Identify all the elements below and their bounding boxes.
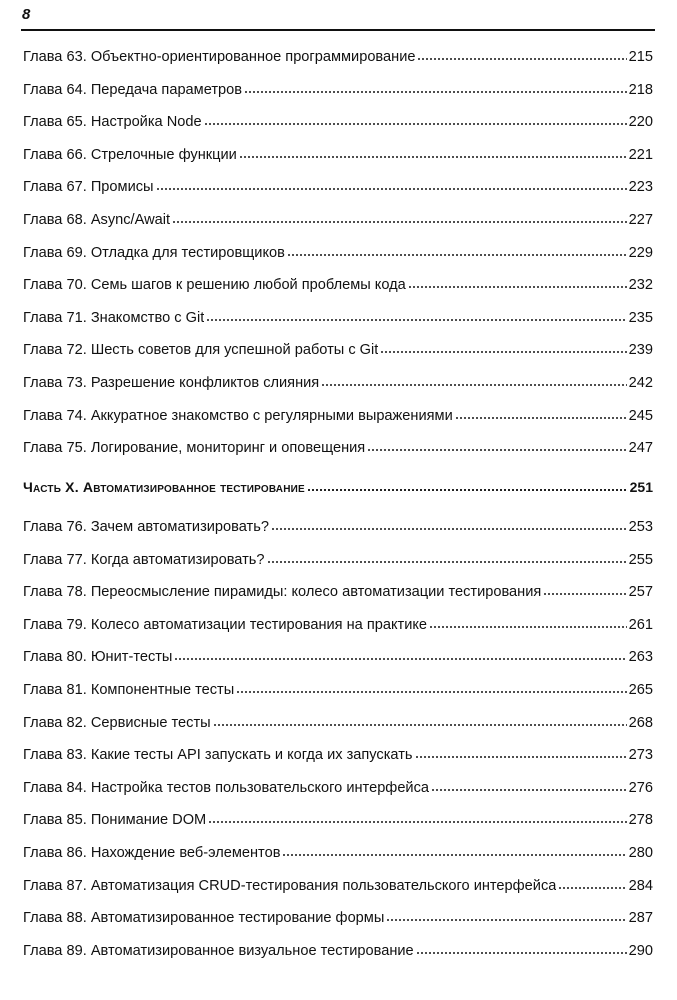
toc-entry-title: Глава 68. Async/Await [23,211,171,228]
toc-entry-page: 268 [628,714,653,731]
toc-entry[interactable] [23,210,653,243]
toc-entry[interactable] [23,438,653,471]
toc-entry-page: 215 [628,49,653,65]
toc-entry-page: 284 [628,877,653,894]
toc-entry[interactable] [23,373,653,406]
toc-entry-page: 220 [628,114,653,131]
toc-entry[interactable] [23,177,653,210]
toc-entry-page: 245 [628,407,653,424]
dot-leader [174,658,626,660]
dot-leader [386,919,626,921]
toc-entry[interactable] [23,680,653,713]
toc-entry[interactable] [23,615,653,648]
toc-entry-page: 232 [628,277,653,294]
toc-entry-title: Глава 77. Когда автоматизировать? [23,551,265,568]
toc-entry-page: 280 [628,844,653,861]
dot-leader [416,952,627,954]
dot-leader [415,756,627,758]
toc-entry-title: Глава 71. Знакомство с Git [23,309,205,326]
part-title: Часть X. Автоматизированное тестирование [23,479,305,495]
dot-leader [239,156,627,158]
toc-entry-page: 221 [628,146,653,163]
toc-entry-title: Глава 86. Нахождение веб-элементов [23,844,281,861]
toc-entry-page: 263 [628,649,653,666]
dot-leader [267,561,627,563]
toc-entry-page: 278 [628,812,653,829]
dot-leader [417,58,626,60]
toc-entry-title: Глава 80. Юнит-тесты [23,649,173,666]
toc-entry[interactable] [23,550,653,583]
toc-entry[interactable] [23,713,653,746]
toc-entry-page: 223 [628,179,653,196]
dot-leader [321,384,626,386]
toc-entry-page: 255 [628,551,653,568]
toc-entry[interactable] [23,843,653,876]
toc-entry-title: Глава 89. Автоматизированное визуальное тестирование [23,942,414,959]
dot-leader [271,528,627,530]
toc-entry-title: Глава 83. Какие тесты API запускать и когда их запускать [23,747,413,764]
toc-entry[interactable] [23,406,653,439]
dot-leader [408,286,627,288]
dot-leader [429,626,627,628]
toc-entry[interactable] [23,80,653,113]
toc-entry[interactable] [23,778,653,811]
page-number: 8 [22,6,31,23]
toc-list-second [23,517,653,973]
dot-leader [204,123,627,125]
dot-leader [244,91,627,93]
dot-leader [213,724,627,726]
toc-entry[interactable] [23,112,653,145]
toc-entry-title: Глава 79. Колесо автоматизации тестирования на практике [23,616,428,633]
dot-leader [172,221,627,223]
dot-leader [455,417,627,419]
toc-entry-title: Глава 75. Логирование, мониторинг и оповещения [23,440,366,457]
toc-entry-title: Глава 82. Сервисные тесты [23,714,211,731]
toc-entry-title: Глава 84. Настройка тестов пользовательского интерфейса [23,779,429,796]
toc-entry[interactable] [23,908,653,941]
toc-entry-title: Глава 88. Автоматизированное тестирование формы [23,910,385,927]
toc-entry-title: Глава 81. Компонентные тесты [23,681,235,698]
dot-leader [543,593,626,595]
dot-leader [208,821,626,823]
toc-entry-page: 253 [628,519,653,535]
part-heading [23,477,653,509]
toc-entry[interactable] [23,340,653,373]
dot-leader [287,254,627,256]
toc-entry-title: Глава 70. Семь шагов к решению любой проблемы кода [23,277,406,294]
toc-entry-title: Глава 78. Переосмысление пирамиды: колесо автоматизации тестирования [23,584,542,601]
toc-entry[interactable] [23,810,653,843]
toc-entry[interactable] [23,745,653,778]
toc-entry-page: 227 [628,211,653,228]
part-page-number: 251 [629,479,653,495]
toc-entry[interactable] [23,517,653,550]
dot-leader [282,854,626,856]
toc-entry-page: 242 [628,374,653,391]
dot-leader [236,691,626,693]
toc-entry-title: Глава 67. Промисы [23,179,154,196]
dot-leader [367,449,626,451]
part-entry[interactable] [23,477,653,509]
toc-entry-title: Глава 76. Зачем автоматизировать? [23,519,269,535]
header-rule [21,29,655,31]
toc-entry-page: 287 [628,910,653,927]
toc-entry-page: 247 [628,440,653,457]
dot-leader [380,351,626,353]
toc-entry[interactable] [23,275,653,308]
toc-entry[interactable] [23,145,653,178]
toc-entry[interactable] [23,647,653,680]
toc-entry-title: Глава 87. Автоматизация CRUD-тестирования пользовательского интерфейса [23,877,557,894]
toc-entry[interactable] [23,582,653,615]
toc-entry-page: 273 [628,747,653,764]
toc-entry-title: Глава 63. Объектно-ориентированное программирование [23,49,416,65]
toc-entry-page: 239 [628,342,653,359]
toc-entry[interactable] [23,47,653,80]
toc-entry-title: Глава 69. Отладка для тестировщиков [23,244,285,261]
dot-leader [558,887,626,889]
dot-leader [156,188,627,190]
toc-entry-page: 235 [628,309,653,326]
toc-entry-title: Глава 72. Шесть советов для успешной работы с Git [23,342,379,359]
dot-leader [431,789,627,791]
toc-entry[interactable] [23,243,653,276]
toc-entry[interactable] [23,941,653,974]
toc-entry[interactable] [23,876,653,909]
toc-entry-page: 261 [628,616,653,633]
dot-leader [206,319,626,321]
toc-entry-title: Глава 85. Понимание DOM [23,812,207,829]
toc-entry-title: Глава 66. Стрелочные функции [23,146,237,163]
toc-entry-page: 276 [628,779,653,796]
toc-entry-page: 290 [628,942,653,959]
toc-entry-title: Глава 65. Настройка Node [23,114,202,131]
toc-entry-page: 257 [628,584,653,601]
toc-entry-title: Глава 74. Аккуратное знакомство с регулярными выражениями [23,407,453,424]
toc-entry-title: Глава 64. Передача параметров [23,81,243,98]
toc-entry-title: Глава 73. Разрешение конфликтов слияния [23,374,320,391]
toc-entry-page: 229 [628,244,653,261]
toc-list-first [23,47,653,471]
dot-leader [307,489,628,491]
toc-entry-page: 265 [628,681,653,698]
toc-entry-page: 218 [628,81,653,98]
toc-entry[interactable] [23,308,653,341]
